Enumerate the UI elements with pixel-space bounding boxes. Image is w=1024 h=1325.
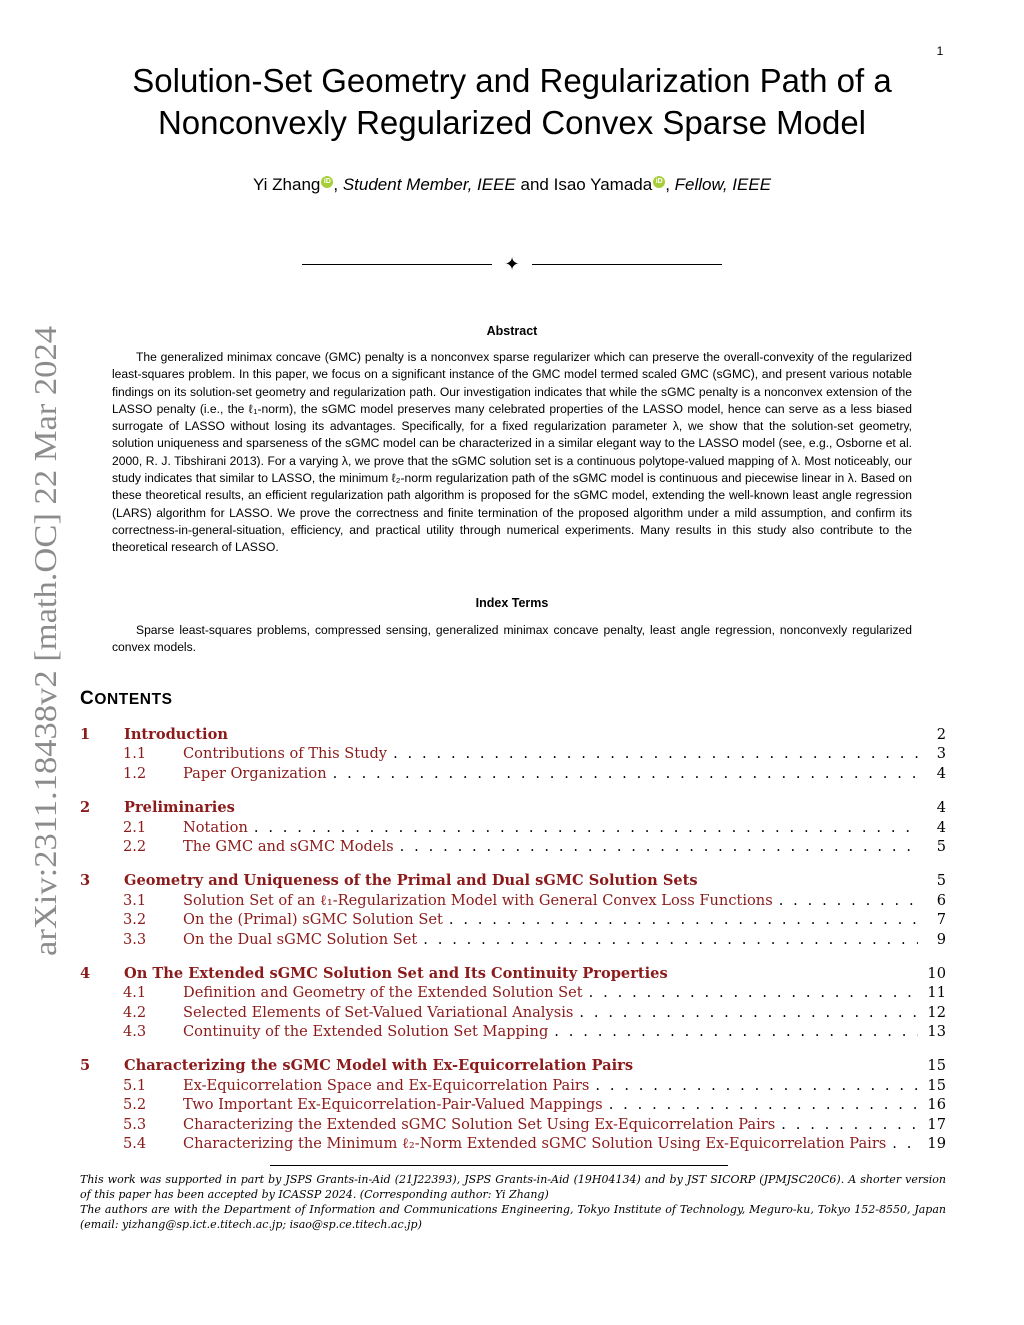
toc-entry[interactable]: 4 On The Extended sGMC Solution Set and Its Continuity Properties 10 xyxy=(80,964,946,982)
author-connector: and xyxy=(520,175,549,194)
author-line: Yi Zhang iD , Student Member, IEEE and Isao Yamada iD , Fellow, IEEE xyxy=(252,175,772,194)
divider-line-right xyxy=(532,264,722,265)
toc-entry[interactable]: 2.2 The GMC and sGMC Models . . . 5 xyxy=(80,837,946,856)
toc-entry[interactable]: 5 Characterizing the sGMC Model with Ex-Equicorrelation Pairs 15 xyxy=(80,1057,946,1075)
divider-star-icon: ✦ xyxy=(504,254,520,274)
toc-entry[interactable]: 2.1 Notation . . . 4 xyxy=(80,818,946,837)
contents-heading-rest: ONTENTS xyxy=(94,691,173,708)
toc-entry[interactable]: 1 Introduction 2 xyxy=(80,726,946,743)
toc-entry[interactable]: 2 Preliminaries 4 xyxy=(80,799,946,817)
toc-entry[interactable]: 4.1 Definition and Geometry of the Extended Solution Set . . . 11 xyxy=(80,983,946,1002)
toc-section-5 xyxy=(80,1056,946,1153)
toc-leader-dots xyxy=(779,891,918,910)
toc-entry[interactable]: 3 Geometry and Uniqueness of the Primal and Dual sGMC Solution Sets 5 xyxy=(80,872,946,890)
toc-section-1 xyxy=(80,725,946,783)
toc-entry[interactable]: 4.3 Continuity of the Extended Solution Set Mapping . . . 13 xyxy=(80,1022,946,1041)
footnote xyxy=(80,1172,946,1232)
author-2-name: Isao Yamada xyxy=(553,175,653,194)
toc-leader-dots xyxy=(609,1095,918,1114)
toc-section-3 xyxy=(80,871,946,949)
footnote-rule xyxy=(270,1165,728,1166)
arxiv-stamp xyxy=(24,320,66,960)
toc-leader-dots xyxy=(333,764,918,783)
orcid-icon[interactable]: iD xyxy=(653,176,665,188)
toc-leader-dots xyxy=(393,744,918,763)
table-of-contents xyxy=(80,725,946,1168)
title-line-1: Solution-Set Geometry and Regularization Path of a xyxy=(132,62,892,99)
toc-leader-dots xyxy=(892,1134,918,1153)
author-1-name: Yi Zhang xyxy=(252,175,321,194)
toc-entry[interactable]: 1.2 Paper Organization . . . 4 xyxy=(80,764,946,783)
title-line-2: Nonconvexly Regularized Convex Sparse Model xyxy=(157,104,867,141)
orcid-icon[interactable]: iD xyxy=(321,176,333,188)
toc-leader-dots xyxy=(781,1115,918,1134)
abstract-heading: Abstract xyxy=(486,324,538,338)
contents-heading: CONTENTS xyxy=(80,688,173,709)
title-divider xyxy=(300,252,724,276)
toc-section-4 xyxy=(80,964,946,1042)
toc-leader-dots xyxy=(254,818,918,837)
author-1-role: Student Member, IEEE xyxy=(342,175,516,194)
toc-entry[interactable]: 5.2 Two Important Ex-Equicorrelation-Pair-Valued Mappings . . . 16 xyxy=(80,1095,946,1114)
index-terms-heading: Index Terms xyxy=(475,596,549,610)
page-number: 1 xyxy=(936,44,944,58)
toc-leader-dots xyxy=(554,1022,918,1041)
toc-entry[interactable]: 3.3 On the Dual sGMC Solution Set . . . 9 xyxy=(80,930,946,949)
index-terms-text: Sparse least-squares problems, compressed sensing, generalized minimax concave penalty, least angle regression, nonconvexly regularized convex models. xyxy=(112,623,912,655)
toc-entry[interactable]: 1.1 Contributions of This Study . . . 3 xyxy=(80,744,946,763)
arxiv-stamp-text: arXiv:2311.18438v2 [math.OC] 22 Mar 2024 xyxy=(27,372,63,956)
toc-entry[interactable]: 3.1 Solution Set of an ℓ₁-Regularization Model with General Convex Loss Functions . . . 6 xyxy=(80,891,946,910)
divider-line-left xyxy=(302,264,492,265)
toc-leader-dots xyxy=(589,983,918,1002)
toc-entry[interactable]: 5.1 Ex-Equicorrelation Space and Ex-Equicorrelation Pairs . . . 15 xyxy=(80,1076,946,1095)
toc-section-2 xyxy=(80,798,946,856)
toc-entry[interactable]: 5.3 Characterizing the Extended sGMC Solution Set Using Ex-Equicorrelation Pairs . . . 17 xyxy=(80,1115,946,1134)
toc-leader-dots xyxy=(595,1076,918,1095)
toc-entry[interactable]: 4.2 Selected Elements of Set-Valued Variational Analysis . . . 12 xyxy=(80,1003,946,1022)
toc-leader-dots xyxy=(579,1003,918,1022)
toc-leader-dots xyxy=(400,837,918,856)
toc-leader-dots xyxy=(449,910,918,929)
toc-leader-dots xyxy=(423,930,918,949)
footnote-funding: This work was supported in part by JSPS Grants-in-Aid (21J22393), JSPS Grants-in-Aid (19H04134) and by JST SICORP (JPMJSC20C6). A shorter version of this paper has been accepted by ICASSP 2024. (Corresponding author: Yi Zhang) xyxy=(80,1173,946,1201)
abstract-text: The generalized minimax concave (GMC) penalty is a nonconvex sparse regularizer which can preserve the overall-convexity of the regularized least-squares problem. In this paper, we focus on a significant instance of the GMC model termed scaled GMC (sGMC), and present various notable findings on its solution-set geometry and regularization path. Our investigation indicates that while the sGMC penalty is a nonconvex extension of the LASSO penalty (i.e., the ℓ₁-norm), the sGMC model preserves many celebrated properties of the LASSO model, hence can serve as a less biased surrogate of LASSO without losing its advantages. Specifically, for a fixed regularization parameter λ, we show that the solution-set geometry, solution uniqueness and sparseness of the sGMC model can be characterized in a similar elegant way to the LASSO model (see, e.g., Osborne et al. 2000, R. J. Tibshirani 2013). For a varying λ, we prove that the sGMC solution set is a continuous polytope-valued mapping of λ. Most noticeably, our study indicates that similar to LASSO, the minimum ℓ₂-norm regularization path of the sGMC model is continuous and piecewise linear in λ. Based on these theoretical results, an efficient regularization path algorithm is proposed for the sGMC model, extending the well-known least angle regression (LARS) algorithm for LASSO. We prove the correctness and finite termination of the proposed algorithm under a mild assumption, and confirm its correctness-in-general-situation, efficiency, and practical utility through numerical experiments. Many results in this study also contribute to the theoretical research of LASSO. xyxy=(112,350,912,555)
toc-entry[interactable]: 3.2 On the (Primal) sGMC Solution Set . . . 7 xyxy=(80,910,946,929)
paper-title xyxy=(80,60,944,144)
footnote-affiliation: The authors are with the Department of Information and Communications Engineering, Tokyo Institute of Technology, Meguro-ku, Tokyo 152-8550, Japan (email: yizhang@sp.ict.e.titech.ac.jp; isao@sp.ce.titech.ac.jp) xyxy=(80,1203,946,1231)
author-2-role: Fellow, IEEE xyxy=(674,175,772,194)
toc-entry[interactable]: 5.4 Characterizing the Minimum ℓ₂-Norm Extended sGMC Solution Using Ex-Equicorrelation Pairs . . . 19 xyxy=(80,1134,946,1153)
